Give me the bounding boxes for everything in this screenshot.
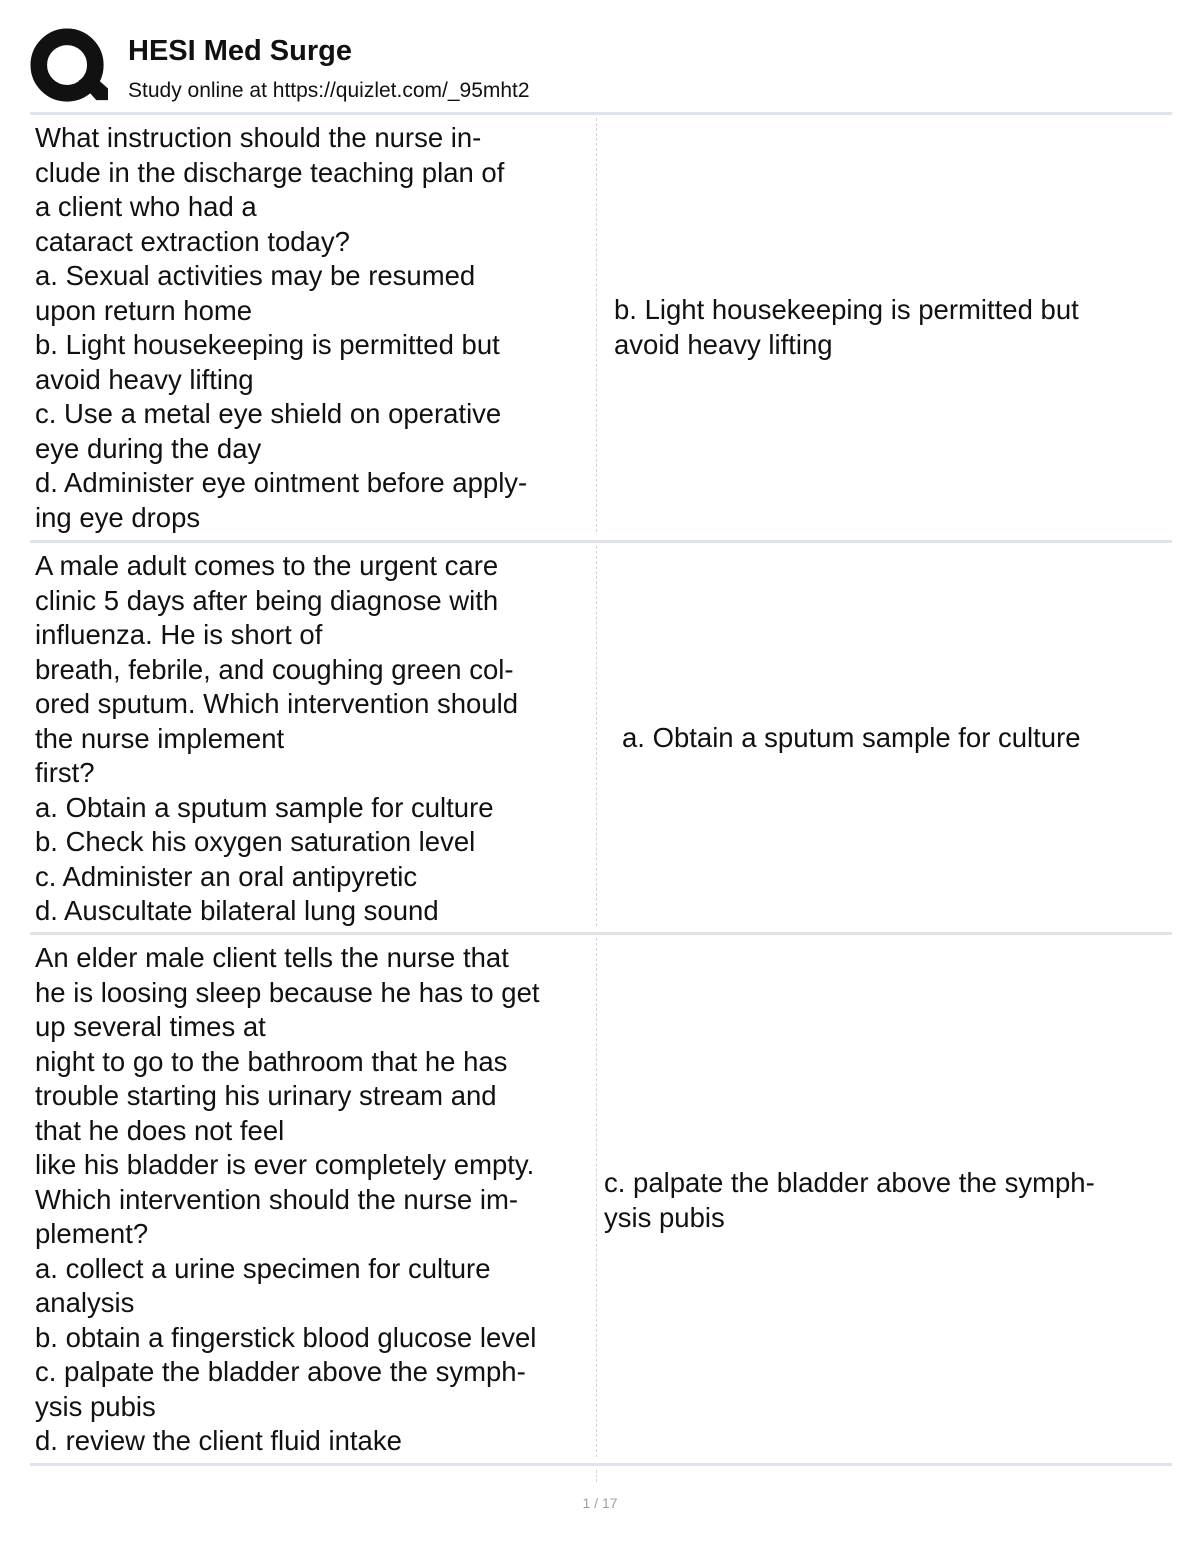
question-line: ysis pubis [35, 1390, 156, 1422]
question-line: first? [35, 757, 95, 788]
flashcard-answer [614, 293, 1079, 362]
question-line: trouble starting his urinary stream and [35, 1080, 497, 1111]
row-divider-top [30, 112, 1172, 115]
question-line: clude in the discharge teaching plan of [35, 156, 505, 188]
question-line: An elder male client tells the nurse that [35, 942, 509, 973]
question-line: night to go to the bathroom that he has [35, 1045, 508, 1077]
question-line: Which intervention should the nurse im- [35, 1183, 519, 1215]
page-indicator: 1 / 17 [582, 1495, 618, 1511]
question-line: d. Administer eye ointment before apply- [35, 467, 528, 498]
page-header [30, 28, 1172, 108]
question-line: c. palpate the bladder above the symph- [35, 1356, 526, 1387]
answer-line: avoid heavy lifting [614, 328, 833, 360]
study-online-link-text: Study online at https://quizlet.com/_95mht2 [128, 79, 530, 102]
column-divider [596, 118, 597, 532]
question-line: avoid heavy lifting [35, 363, 254, 395]
question-line: the nurse implement [35, 722, 285, 754]
question-line: What instruction should the nurse in- [35, 122, 482, 153]
question-line: that he does not feel [35, 1114, 285, 1146]
question-line: b. Light housekeeping is permitted but [35, 329, 500, 360]
question-line: d. Auscultate bilateral lung sound [35, 895, 439, 926]
question-line: ored sputum. Which intervention should [35, 688, 519, 719]
question-line: a. collect a urine specimen for culture [35, 1252, 491, 1284]
answer-line: a. Obtain a sputum sample for culture [622, 722, 1081, 753]
document-title: HESI Med Surge [128, 35, 352, 67]
row-divider-2 [30, 932, 1172, 935]
answer-line: ysis pubis [604, 1201, 725, 1233]
question-line: eye during the day [35, 432, 262, 464]
flashcard-question [35, 941, 595, 1459]
question-line: clinic 5 days after being diagnose with [35, 584, 499, 616]
question-line: upon return home [35, 294, 253, 326]
question-line: a client who had a [35, 191, 257, 222]
question-line: plement? [35, 1218, 149, 1249]
row-divider-bottom [30, 1463, 1172, 1466]
flashcard-question [35, 549, 595, 929]
quizlet-logo-icon [30, 28, 108, 106]
question-line: breath, febrile, and coughing green col- [35, 653, 514, 685]
flashcard-question [35, 121, 595, 535]
question-line: like his bladder is ever completely empty. [35, 1149, 535, 1180]
question-line: a. Obtain a sputum sample for culture [35, 791, 494, 823]
question-line: he is loosing sleep because he has to get [35, 976, 540, 1008]
column-divider [596, 938, 597, 1457]
question-line: analysis [35, 1287, 135, 1318]
question-line: b. obtain a fingerstick blood glucose level [35, 1321, 537, 1353]
flashcard-answer [622, 721, 1081, 756]
row-divider-1 [30, 540, 1172, 543]
question-line: influenza. He is short of [35, 619, 323, 650]
question-line: cataract extraction today? [35, 225, 350, 257]
question-line: a. Sexual activities may be resumed [35, 260, 476, 291]
question-line: c. Administer an oral antipyretic [35, 860, 418, 892]
answer-line: c. palpate the bladder above the symph- [604, 1167, 1095, 1198]
column-divider [596, 546, 597, 926]
flashcard-answer [604, 1166, 1095, 1235]
question-line: A male adult comes to the urgent care [35, 550, 499, 581]
question-line: up several times at [35, 1011, 266, 1042]
question-line: c. Use a metal eye shield on operative [35, 398, 502, 429]
column-divider-tick [596, 1470, 597, 1482]
question-line: b. Check his oxygen saturation level [35, 826, 476, 857]
answer-line: b. Light housekeeping is permitted but [614, 294, 1079, 325]
question-line: d. review the client fluid intake [35, 1425, 402, 1456]
question-line: ing eye drops [35, 501, 201, 533]
